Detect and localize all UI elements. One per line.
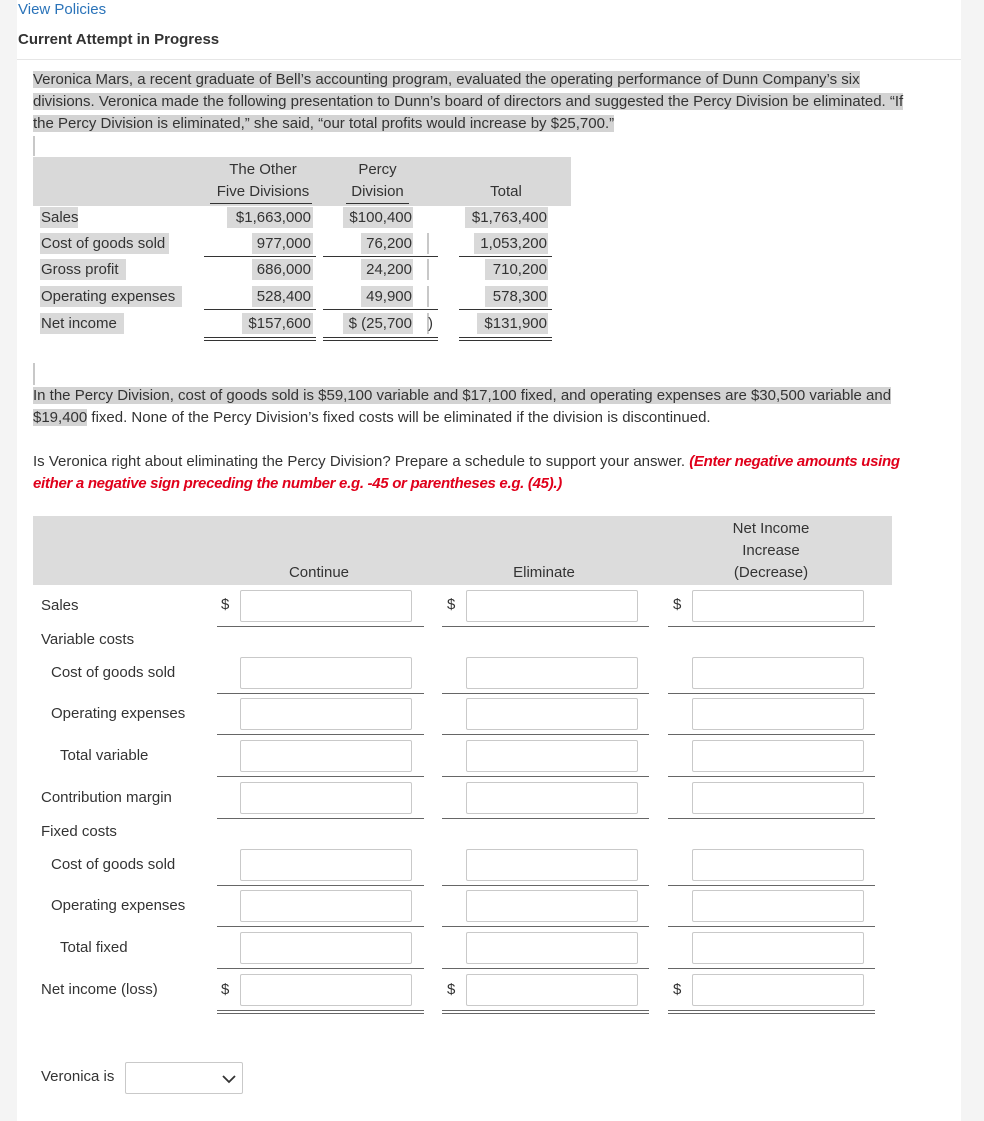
currency-symbol: $ bbox=[221, 981, 230, 998]
row-underline bbox=[668, 926, 875, 927]
question-paragraph bbox=[33, 451, 900, 495]
cell-total-opex: 578,300 bbox=[492, 288, 547, 305]
cell-marker bbox=[427, 259, 429, 280]
cell-other-sales: $1,663,000 bbox=[235, 209, 311, 226]
label-fixed-opex: Operating expenses bbox=[51, 897, 186, 914]
double-underline bbox=[204, 340, 316, 341]
double-underline bbox=[323, 337, 438, 338]
header-underline bbox=[210, 203, 312, 204]
input-contribution-net[interactable] bbox=[692, 782, 864, 814]
cell-percy-gross-profit: 24,200 bbox=[366, 261, 412, 278]
row-underline bbox=[442, 885, 649, 886]
attempt-heading: Current Attempt in Progress bbox=[18, 31, 220, 48]
input-total-variable-net[interactable] bbox=[692, 740, 864, 772]
row-underline bbox=[442, 818, 649, 819]
label-total-fixed: Total fixed bbox=[60, 939, 128, 956]
input-net-income-continue[interactable] bbox=[240, 974, 412, 1006]
row-underline bbox=[323, 309, 438, 310]
info-line-2-highlight: $19,400 bbox=[33, 409, 88, 426]
row-underline bbox=[459, 309, 552, 310]
answer-label: Veronica is bbox=[41, 1068, 115, 1085]
double-underline bbox=[668, 1013, 875, 1014]
input-fixed-cogs-continue[interactable] bbox=[240, 849, 412, 881]
header-percy-line2: Division bbox=[351, 183, 404, 200]
header-total: Total bbox=[490, 183, 522, 200]
currency-symbol: $ bbox=[447, 981, 456, 998]
label-sales: Sales bbox=[41, 597, 79, 614]
info-line-2: fixed. None of the Percy Division’s fixed costs will be eliminated if the division is discontinued. bbox=[87, 409, 711, 426]
row-label-cogs: Cost of goods sold bbox=[41, 235, 166, 252]
input-total-variable-eliminate[interactable] bbox=[466, 740, 638, 772]
row-underline bbox=[204, 309, 316, 310]
input-fixed-opex-net[interactable] bbox=[692, 890, 864, 922]
row-underline bbox=[668, 693, 875, 694]
row-underline bbox=[442, 968, 649, 969]
row-label-net-income: Net income bbox=[41, 315, 117, 332]
instruction-line-1: (Enter negative amounts using bbox=[689, 453, 900, 470]
view-policies-link[interactable]: View Policies bbox=[18, 1, 107, 18]
header-other-line2: Five Divisions bbox=[216, 183, 310, 200]
double-underline bbox=[217, 1013, 424, 1014]
input-sales-continue[interactable] bbox=[240, 590, 412, 622]
header-underline bbox=[346, 203, 409, 204]
intro-line-1: Veronica Mars, a recent graduate of Bell’s accounting program, evaluated the operating performance of Dunn Company’s six bbox=[33, 71, 860, 88]
cell-other-net-income: $157,600 bbox=[248, 315, 311, 332]
text-cursor-marker bbox=[33, 363, 35, 385]
row-underline bbox=[323, 256, 438, 257]
label-fixed-cogs: Cost of goods sold bbox=[51, 856, 176, 873]
header-other-line1: The Other bbox=[229, 161, 297, 178]
double-underline bbox=[459, 337, 552, 338]
label-contribution-margin: Contribution margin bbox=[41, 789, 172, 806]
row-underline bbox=[668, 885, 875, 886]
row-underline bbox=[217, 693, 424, 694]
row-underline bbox=[668, 734, 875, 735]
header-continue: Continue bbox=[288, 564, 350, 581]
input-sales-eliminate[interactable] bbox=[466, 590, 638, 622]
input-total-fixed-net[interactable] bbox=[692, 932, 864, 964]
cell-total-net-income: $131,900 bbox=[484, 315, 547, 332]
double-underline bbox=[442, 1010, 649, 1011]
input-net-income-net[interactable] bbox=[692, 974, 864, 1006]
label-var-cogs: Cost of goods sold bbox=[51, 664, 176, 681]
cell-other-opex: 528,400 bbox=[256, 288, 311, 305]
header-net-line3: (Decrease) bbox=[733, 564, 809, 581]
input-var-opex-continue[interactable] bbox=[240, 698, 412, 730]
info-paragraph bbox=[33, 385, 891, 429]
input-fixed-cogs-eliminate[interactable] bbox=[466, 849, 638, 881]
input-fixed-cogs-net[interactable] bbox=[692, 849, 864, 881]
cell-percy-net-income-paren: ) bbox=[428, 315, 433, 332]
header-net-line2: Increase bbox=[742, 542, 800, 559]
row-label-gross-profit: Gross profit bbox=[41, 261, 119, 278]
row-underline bbox=[668, 626, 875, 627]
row-label-opex: Operating expenses bbox=[41, 288, 176, 305]
double-underline bbox=[204, 337, 316, 338]
cell-percy-sales: $100,400 bbox=[349, 209, 412, 226]
row-underline bbox=[459, 256, 552, 257]
double-underline bbox=[459, 340, 552, 341]
cell-marker bbox=[427, 286, 429, 307]
input-contribution-continue[interactable] bbox=[240, 782, 412, 814]
cell-total-cogs: 1,053,200 bbox=[480, 235, 547, 252]
row-underline bbox=[442, 926, 649, 927]
double-underline bbox=[668, 1010, 875, 1011]
intro-line-2: divisions. Veronica made the following presentation to Dunn’s board of directors and suggested the Percy Division be eliminated. “If bbox=[33, 93, 904, 110]
row-underline bbox=[668, 776, 875, 777]
row-label-sales: Sales bbox=[41, 209, 79, 226]
double-underline bbox=[442, 1013, 649, 1014]
row-underline bbox=[442, 734, 649, 735]
intro-line-3: the Percy Division is eliminated,” she said, “our total profits would increase by $25,700.” bbox=[33, 115, 615, 132]
label-var-opex: Operating expenses bbox=[51, 705, 186, 722]
input-total-fixed-eliminate[interactable] bbox=[466, 932, 638, 964]
input-sales-net[interactable] bbox=[692, 590, 864, 622]
row-underline bbox=[668, 818, 875, 819]
question-card bbox=[17, 0, 961, 1121]
header-percy-line1: Percy bbox=[358, 161, 397, 178]
cell-percy-opex: 49,900 bbox=[366, 288, 412, 305]
question-text: Is Veronica right about eliminating the Percy Division? Prepare a schedule to support your answer. bbox=[33, 453, 690, 470]
input-contribution-eliminate[interactable] bbox=[466, 782, 638, 814]
cell-other-cogs: 977,000 bbox=[256, 235, 311, 252]
row-underline bbox=[204, 256, 316, 257]
input-var-cogs-eliminate[interactable] bbox=[466, 657, 638, 689]
input-var-cogs-net[interactable] bbox=[692, 657, 864, 689]
input-fixed-opex-eliminate[interactable] bbox=[466, 890, 638, 922]
row-underline bbox=[217, 818, 424, 819]
row-underline bbox=[217, 885, 424, 886]
label-variable-costs: Variable costs bbox=[41, 631, 135, 648]
input-net-income-eliminate[interactable] bbox=[466, 974, 638, 1006]
chevron-down-icon bbox=[222, 1074, 236, 1084]
header-divider bbox=[17, 59, 961, 60]
row-underline bbox=[442, 626, 649, 627]
input-var-cogs-continue[interactable] bbox=[240, 657, 412, 689]
cell-total-sales: $1,763,400 bbox=[471, 209, 547, 226]
double-underline bbox=[217, 1010, 424, 1011]
input-fixed-opex-continue[interactable] bbox=[240, 890, 412, 922]
cell-percy-cogs: 76,200 bbox=[366, 235, 412, 252]
row-underline bbox=[217, 926, 424, 927]
label-total-variable: Total variable bbox=[60, 747, 149, 764]
row-underline bbox=[217, 734, 424, 735]
row-underline bbox=[217, 968, 424, 969]
input-var-opex-net[interactable] bbox=[692, 698, 864, 730]
row-underline bbox=[442, 776, 649, 777]
info-line-1: In the Percy Division, cost of goods sold is $59,100 variable and $17,100 fixed, and operating expenses are $30,500 variable and bbox=[33, 387, 892, 404]
answer-select[interactable] bbox=[125, 1062, 243, 1094]
text-cursor-marker bbox=[33, 136, 35, 156]
input-total-variable-continue[interactable] bbox=[240, 740, 412, 772]
instruction-line-2: either a negative sign preceding the number e.g. -45 or parentheses e.g. (45).) bbox=[33, 475, 562, 492]
cell-other-gross-profit: 686,000 bbox=[256, 261, 311, 278]
row-underline bbox=[668, 968, 875, 969]
double-underline bbox=[323, 340, 438, 341]
row-underline bbox=[217, 626, 424, 627]
currency-symbol: $ bbox=[673, 981, 682, 998]
currency-symbol: $ bbox=[447, 596, 456, 613]
row-underline bbox=[217, 776, 424, 777]
cell-total-gross-profit: 710,200 bbox=[492, 261, 547, 278]
intro-paragraph bbox=[33, 69, 903, 135]
currency-symbol: $ bbox=[673, 596, 682, 613]
row-underline bbox=[442, 693, 649, 694]
cell-marker bbox=[427, 233, 429, 254]
cell-percy-net-income: $ (25,700 bbox=[348, 315, 412, 332]
header-net-line1: Net Income bbox=[732, 520, 810, 537]
currency-symbol: $ bbox=[221, 596, 230, 613]
input-total-fixed-continue[interactable] bbox=[240, 932, 412, 964]
label-fixed-costs: Fixed costs bbox=[41, 823, 117, 840]
header-eliminate: Eliminate bbox=[513, 564, 575, 581]
input-var-opex-eliminate[interactable] bbox=[466, 698, 638, 730]
label-net-income: Net income (loss) bbox=[41, 981, 158, 998]
